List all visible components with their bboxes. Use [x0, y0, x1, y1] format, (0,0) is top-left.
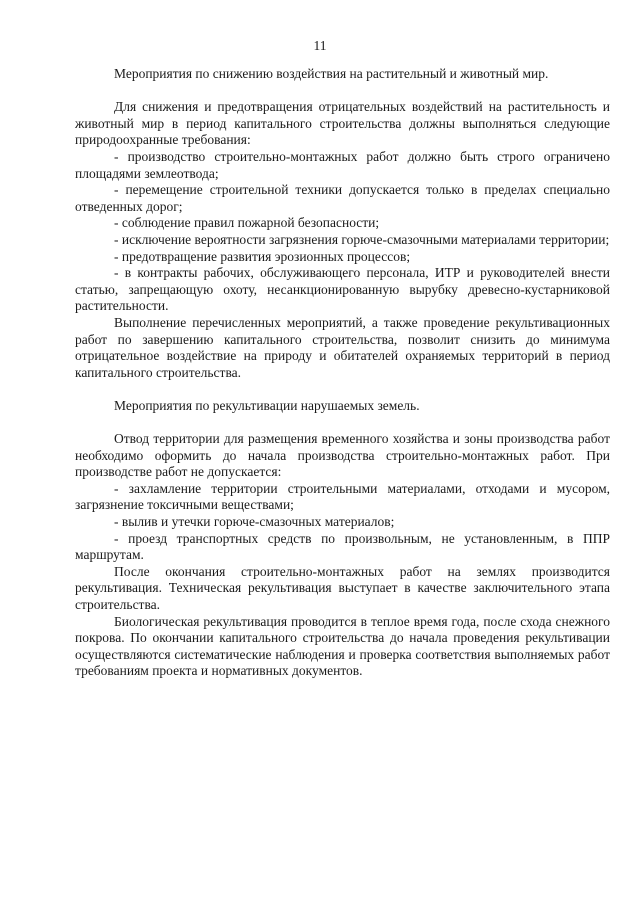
- spacer: [75, 414, 610, 431]
- spacer: [75, 381, 610, 398]
- list-item: - соблюдение правил пожарной безопасности;: [114, 215, 380, 231]
- list-item: - вылив и утечки горюче-смазочных материалов;: [114, 514, 395, 530]
- document-body: [75, 66, 610, 680]
- list-item: - предотвращение развития эрозионных процессов;: [114, 248, 411, 264]
- section-heading-recultivation: Мероприятия по рекультивации нарушаемых земель.: [114, 397, 420, 413]
- list-item: - захламление территории строительными материалами, отходами и мусором, загрязнение токсичными веществами;: [75, 480, 610, 513]
- list-item: - исключение вероятности загрязнения горюче-смазочными материалами территории;: [114, 231, 610, 247]
- paragraph: Для снижения и предотвращения отрицательных воздействий на растительность и животный мир в период капитального строительства должны выполняться следующие природоохранные требования:: [75, 99, 610, 148]
- paragraph: После окончания строительно-монтажных работ на землях производится рекультивация. Техническая рекультивация выступает в качестве заключительного этапа строительства.: [75, 563, 610, 612]
- paragraph: Выполнение перечисленных мероприятий, а также проведение рекультивационных работ по завершению капитального строительства, позволит снизить до минимума отрицательное воздействие на природу и обитателей охраняемых территорий в период капитального строительства.: [75, 314, 610, 380]
- list-item: - производство строительно-монтажных работ должно быть строго ограничено площадями землеотвода;: [75, 148, 610, 181]
- list-item: - в контракты рабочих, обслуживающего персонала, ИТР и руководителей внести статью, запрещающую охоту, несанкционированную вырубку древесно-кустарниковой растительности.: [75, 265, 610, 314]
- list-item: - перемещение строительной техники допускается только в пределах специально отведенных дорог;: [75, 182, 610, 214]
- paragraph: Биологическая рекультивация проводится в теплое время года, после схода снежного покрова. По окончании капитального строительства до начала проведения рекультивации осуществляются систематические наблюдения и проверка соответствия выполняемых работ требованиям проекта и нормативных документов.: [75, 613, 610, 679]
- section-heading-vegetation: Мероприятия по снижению воздействия на растительный и животный мир.: [114, 66, 549, 81]
- page-number: 11: [313, 38, 327, 53]
- paragraph: Отвод территории для размещения временного хозяйства и зоны производства работ необходимо оформить до начала производства строительно-монтажных работ. При производстве работ не допускается:: [75, 431, 610, 480]
- list-item: - проезд транспортных средств по произвольным, не установленным, в ППР маршрутам.: [75, 530, 610, 563]
- spacer: [75, 83, 610, 100]
